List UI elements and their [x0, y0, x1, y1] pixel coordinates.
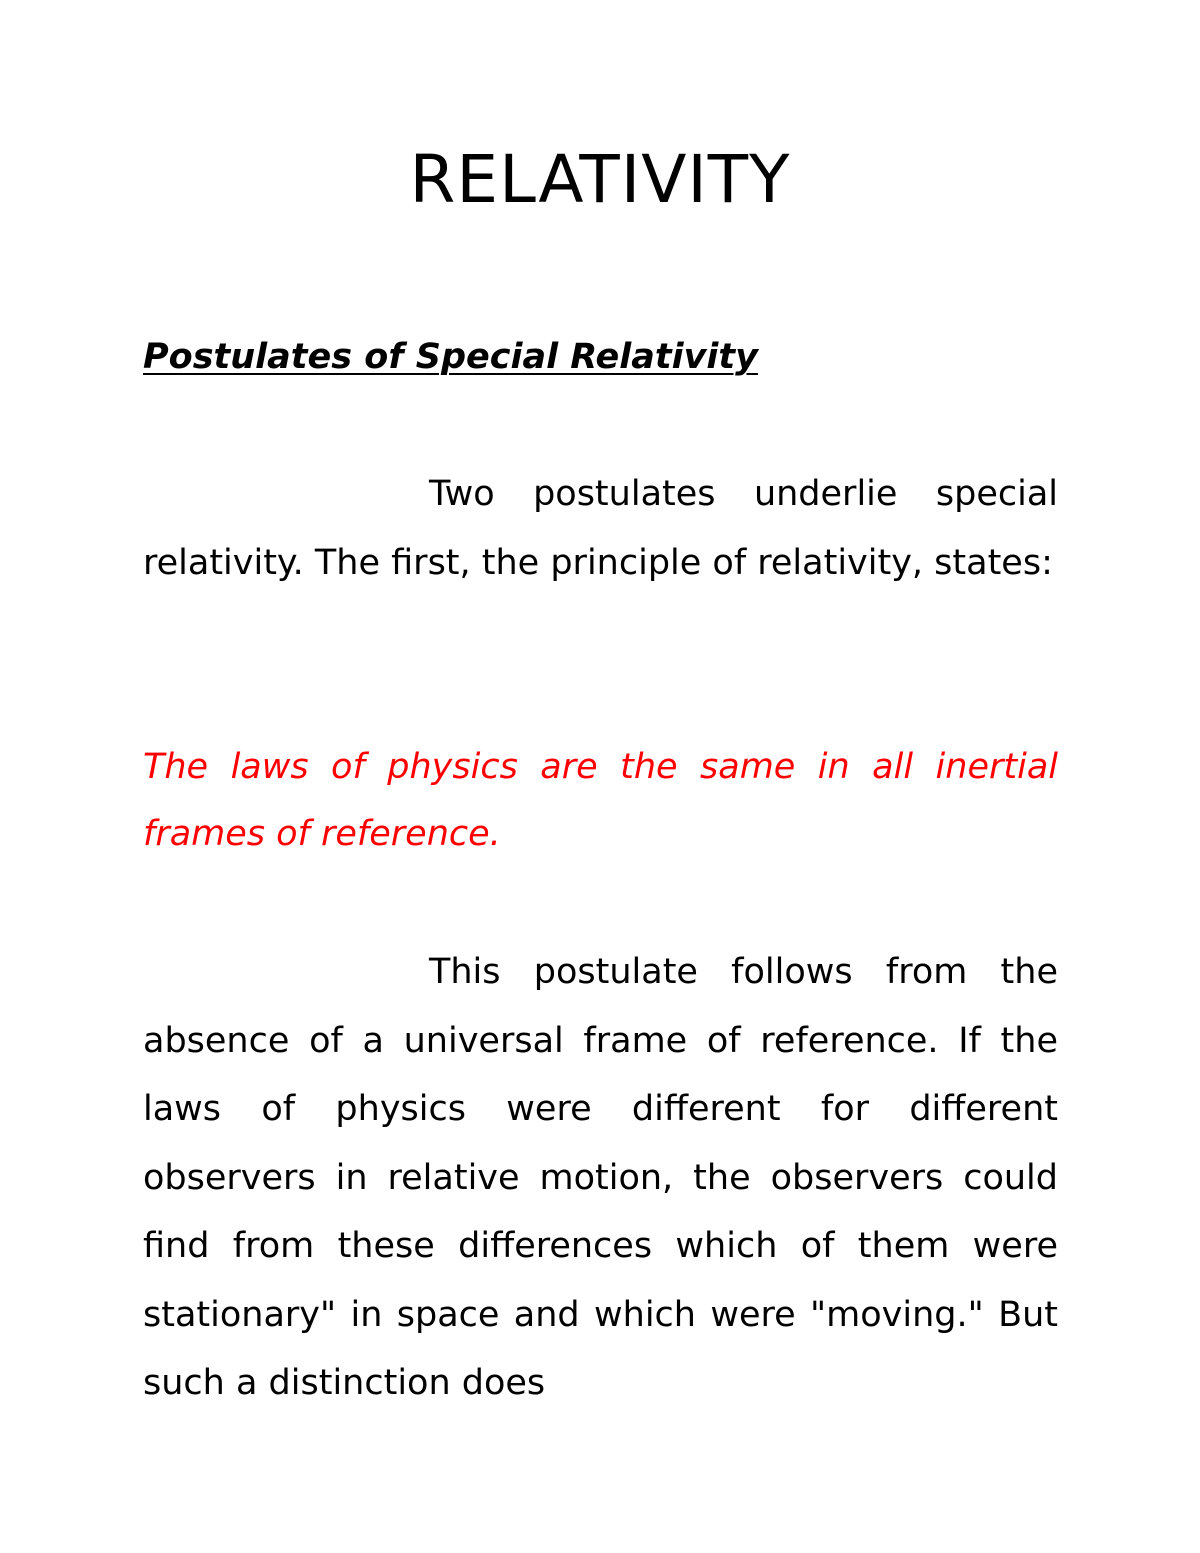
- paragraph-intro: Two postulates underlie special relativity. The first, the principle of relativity, states:: [143, 474, 1058, 583]
- postulate-quote: The laws of physics are the same in all inertial frames of reference.: [143, 747, 1058, 854]
- section-heading: Postulates of Special Relativity: [143, 337, 758, 377]
- document-title: RELATIVITY: [409, 141, 791, 218]
- paragraph-explanation: This postulate follows from the absence of a universal frame of reference. If the laws of physics were different for different observers in relative motion, the observers could find from these differences which of them were stationary" in space and which were "moving." But such a distinction does: [143, 952, 1058, 1403]
